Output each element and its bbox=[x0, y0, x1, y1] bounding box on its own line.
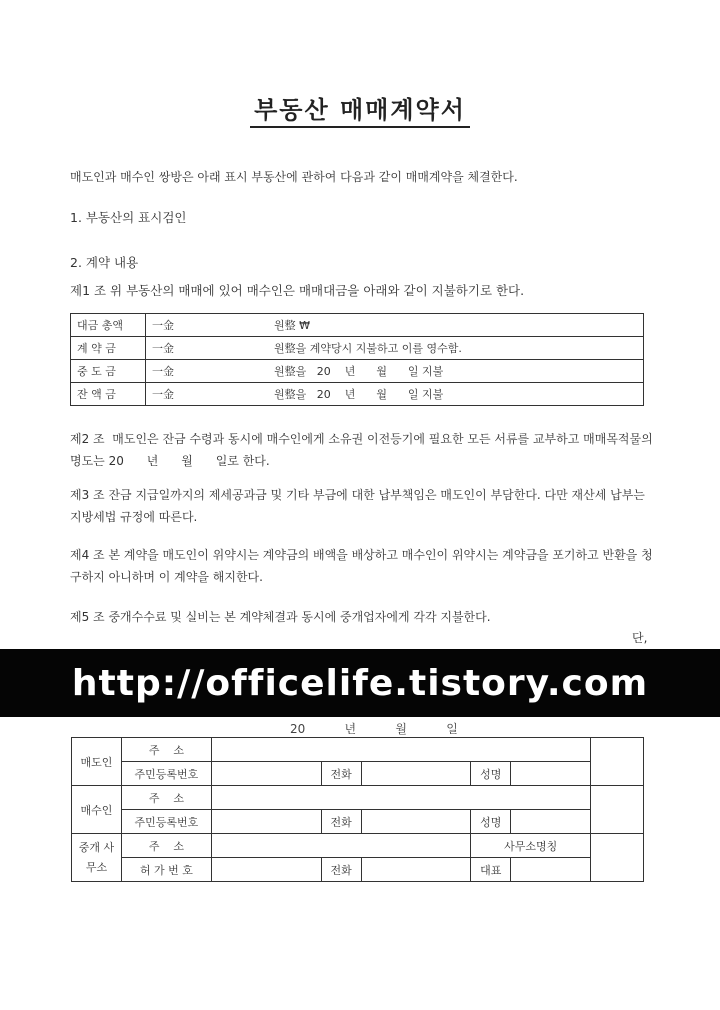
broker-address-field[interactable] bbox=[211, 834, 470, 858]
article-1: 제1 조 위 부동산의 매매에 있어 매수인은 매매대금을 아래와 같이 지불하기로 한다. bbox=[70, 283, 525, 298]
phone-label: 전화 bbox=[321, 858, 361, 882]
name-label: 성명 bbox=[471, 810, 511, 834]
document-title bbox=[0, 90, 720, 125]
broker-license-field[interactable] bbox=[211, 858, 321, 882]
phone-label: 전화 bbox=[321, 810, 361, 834]
address-label: 주 소 bbox=[121, 834, 211, 858]
phone-label: 전화 bbox=[321, 762, 361, 786]
table-row bbox=[72, 810, 644, 834]
buyer-resident-number-field[interactable] bbox=[211, 810, 321, 834]
table-row bbox=[71, 337, 644, 360]
table-row bbox=[71, 360, 644, 383]
seller-phone-field[interactable] bbox=[361, 762, 471, 786]
table-row bbox=[72, 738, 644, 762]
buyer-name-field[interactable] bbox=[511, 810, 591, 834]
payment-note: 원整을 20 년 월 일 지불 bbox=[268, 360, 644, 383]
buyer-phone-field[interactable] bbox=[361, 810, 471, 834]
table-row bbox=[72, 786, 644, 810]
table-row bbox=[72, 762, 644, 786]
section-2-heading: 2. 계약 내용 bbox=[70, 255, 139, 270]
seller-resident-number-field[interactable] bbox=[211, 762, 321, 786]
buyer-seal-cell bbox=[591, 786, 644, 834]
seller-address-field[interactable] bbox=[211, 738, 590, 762]
signature-table bbox=[71, 737, 644, 882]
seller-name-field[interactable] bbox=[511, 762, 591, 786]
section-1-heading: 1. 부동산의 표시검인 bbox=[70, 210, 187, 225]
broker-representative-field[interactable] bbox=[511, 858, 591, 882]
address-label: 주 소 bbox=[121, 786, 211, 810]
payment-note: 원整을 계약당시 지불하고 이를 영수함. bbox=[268, 337, 644, 360]
table-row bbox=[72, 834, 644, 858]
payment-amount: 一金 bbox=[146, 383, 269, 406]
payment-label: 잔 액 금 bbox=[71, 383, 146, 406]
payment-note: 원整 ₩ bbox=[268, 314, 644, 337]
representative-label: 대표 bbox=[471, 858, 511, 882]
intro-paragraph: 매도인과 매수인 쌍방은 아래 표시 부동산에 관하여 다음과 같이 매매계약을 체결한다. bbox=[70, 170, 518, 184]
payment-note: 원整을 20 년 월 일 지불 bbox=[268, 383, 644, 406]
license-number-label: 허 가 번 호 bbox=[121, 858, 211, 882]
payment-amount: 一金 bbox=[146, 314, 269, 337]
address-label: 주 소 bbox=[121, 738, 211, 762]
article-3: 제3 조 잔금 지급일까지의 제세공과금 및 기타 부금에 대한 납부책임은 매도인이 부담한다. 다만 재산세 납부는 지방세법 규정에 따른다. bbox=[70, 488, 645, 524]
table-row bbox=[71, 383, 644, 406]
buyer-address-field[interactable] bbox=[211, 786, 590, 810]
article-4: 제4 조 본 계약을 매도인이 위약시는 계약금의 배액을 배상하고 매수인이 위약시는 계약금을 포기하고 반환을 청구하지 아니하며 이 계약을 해지한다. bbox=[70, 548, 653, 584]
name-label: 성명 bbox=[471, 762, 511, 786]
signing-date-line: 20 년 월 일 bbox=[290, 722, 458, 736]
resident-number-label: 주민등록번호 bbox=[121, 810, 211, 834]
seller-seal-cell bbox=[591, 738, 644, 786]
resident-number-label: 주민등록번호 bbox=[121, 762, 211, 786]
article-5: 제5 조 중개수수료 및 실비는 본 계약체결과 동시에 중개업자에게 각각 지불한다. bbox=[70, 610, 491, 624]
payment-amount: 一金 bbox=[146, 360, 269, 383]
broker-seal-cell bbox=[591, 834, 644, 882]
payment-label: 계 약 금 bbox=[71, 337, 146, 360]
seller-label: 매도인 bbox=[72, 738, 122, 786]
document-title-text: 부동산 매매계약서 bbox=[250, 95, 470, 128]
buyer-label: 매수인 bbox=[72, 786, 122, 834]
article-2: 제2 조 매도인은 잔금 수령과 동시에 매수인에게 소유권 이전등기에 필요한 모든 서류를 교부하고 매매목적물의 명도는 20 년 월 일로 한다. bbox=[70, 432, 657, 468]
broker-phone-field[interactable] bbox=[361, 858, 471, 882]
payment-label: 중 도 금 bbox=[71, 360, 146, 383]
watermark-url: http://officelife.tistory.com bbox=[71, 662, 649, 704]
table-row bbox=[71, 314, 644, 337]
payment-amount: 一金 bbox=[146, 337, 269, 360]
payment-label: 대금 총액 bbox=[71, 314, 146, 337]
watermark-banner bbox=[0, 649, 720, 717]
payment-table bbox=[70, 313, 644, 406]
broker-office-label: 중개 사무소 bbox=[72, 834, 122, 882]
table-row bbox=[72, 858, 644, 882]
office-name-label: 사무소명칭 bbox=[471, 834, 591, 858]
proviso-label: 단, bbox=[632, 631, 648, 645]
